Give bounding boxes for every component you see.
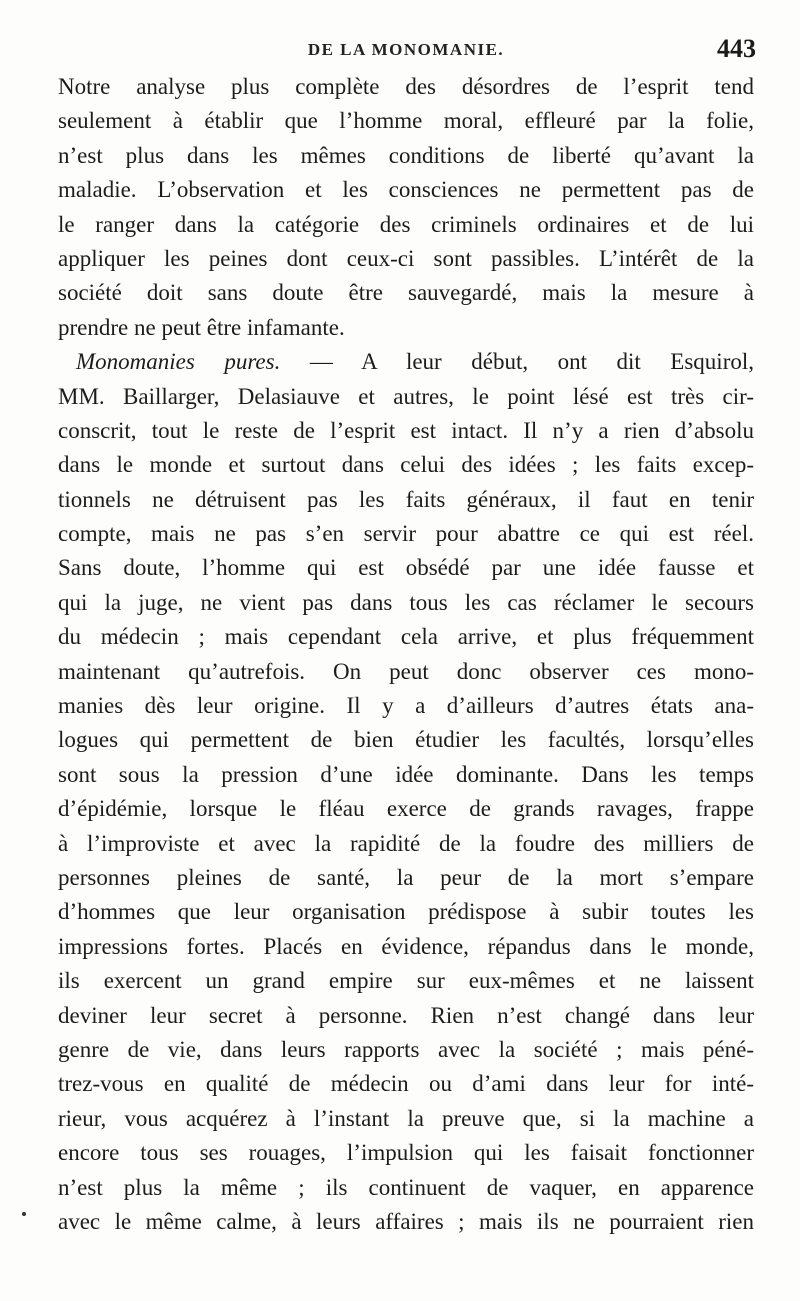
- text-line: société doit sans doute être sauvegardé, mais la mesure à: [58, 280, 754, 306]
- text-line: Sans doute, l’homme qui est obsédé par une idée fausse et: [58, 555, 754, 581]
- running-head: [56, 34, 756, 64]
- text-line: conscrit, tout le reste de l’esprit est intact. Il n’y a rien d’absolu: [58, 417, 754, 443]
- text-line: qui la juge, ne vient pas dans tous les cas réclamer le secours: [58, 589, 754, 615]
- text-line: ils exercent un grand empire sur eux-mêmes et ne laissent: [58, 968, 754, 994]
- text-line: à l’improviste et avec la rapidité de la foudre des milliers de: [58, 830, 754, 856]
- text-line: maintenant qu’autrefois. On peut donc observer ces mono-: [58, 658, 754, 684]
- text-line: n’est plus dans les mêmes conditions de liberté qu’avant la: [58, 142, 754, 168]
- text-line: rieur, vous acquérez à l’instant la preuve que, si la machine a: [58, 1105, 754, 1131]
- text-line: appliquer les peines dont ceux-ci sont passibles. L’intérêt de la: [58, 245, 754, 271]
- page-number: 443: [717, 34, 756, 63]
- text-line: manies dès leur origine. Il y a d’ailleurs d’autres états ana-: [58, 693, 754, 719]
- text-line: Notre analyse plus complète des désordres de l’esprit tend: [58, 74, 754, 99]
- text-line: avec le même calme, à leurs affaires ; mais ils ne pourraient rien: [58, 1208, 754, 1234]
- text-line: sont sous la pression d’une idée dominante. Dans les temps: [58, 761, 754, 787]
- text-line: encore tous ses rouages, l’impulsion qui les faisait fonctionner: [58, 1140, 754, 1166]
- text-line: tionnels ne détruisent pas les faits généraux, il faut en tenir: [58, 486, 754, 512]
- margin-dot: [22, 1212, 26, 1216]
- text-line-rest: — A leur début, ont dit Esquirol,: [309, 349, 754, 375]
- running-title: DE LA MONOMANIE.: [307, 40, 505, 59]
- text-line: du médecin ; mais cependant cela arrive, et plus fréquemment: [58, 624, 754, 650]
- text-line: d’épidémie, lorsque le fléau exerce de grands ravages, frappe: [58, 796, 754, 822]
- section-lead-italic: Monomanies pures.: [76, 349, 281, 375]
- text-line: le ranger dans la catégorie des criminels ordinaires et de lui: [58, 211, 754, 237]
- text-line: MM. Baillarger, Delasiauve et autres, le point lésé est très cir-: [58, 383, 754, 409]
- text-line: dans le monde et surtout dans celui des idées ; les faits excep-: [58, 452, 754, 478]
- text-line: d’hommes que leur organisation prédispose à subir toutes les: [58, 899, 754, 925]
- text-line: logues qui permettent de bien étudier les facultés, lorsqu’elles: [58, 727, 754, 753]
- text-line: n’est plus la même ; ils continuent de vaquer, en apparence: [58, 1174, 754, 1200]
- text-line: prendre ne peut être infamante.: [58, 314, 345, 340]
- paragraph-start-line: [58, 345, 754, 379]
- text-line: impressions fortes. Placés en évidence, répandus dans le monde,: [58, 933, 754, 959]
- text-line: seulement à établir que l’homme moral, effleuré par la folie,: [58, 108, 754, 134]
- text-line: deviner leur secret à personne. Rien n’est changé dans leur: [58, 1002, 754, 1028]
- text-line: trez-vous en qualité de médecin ou d’ami dans leur for inté-: [58, 1071, 754, 1097]
- text-line: maladie. L’observation et les consciences ne permettent pas de: [58, 177, 754, 203]
- text-line: genre de vie, dans leurs rapports avec la société ; mais péné-: [58, 1036, 754, 1062]
- text-line: compte, mais ne pas s’en servir pour abattre ce qui est réel.: [58, 521, 754, 547]
- text-line: personnes pleines de santé, la peur de la mort s’empare: [58, 864, 754, 890]
- body-text: [58, 70, 754, 1239]
